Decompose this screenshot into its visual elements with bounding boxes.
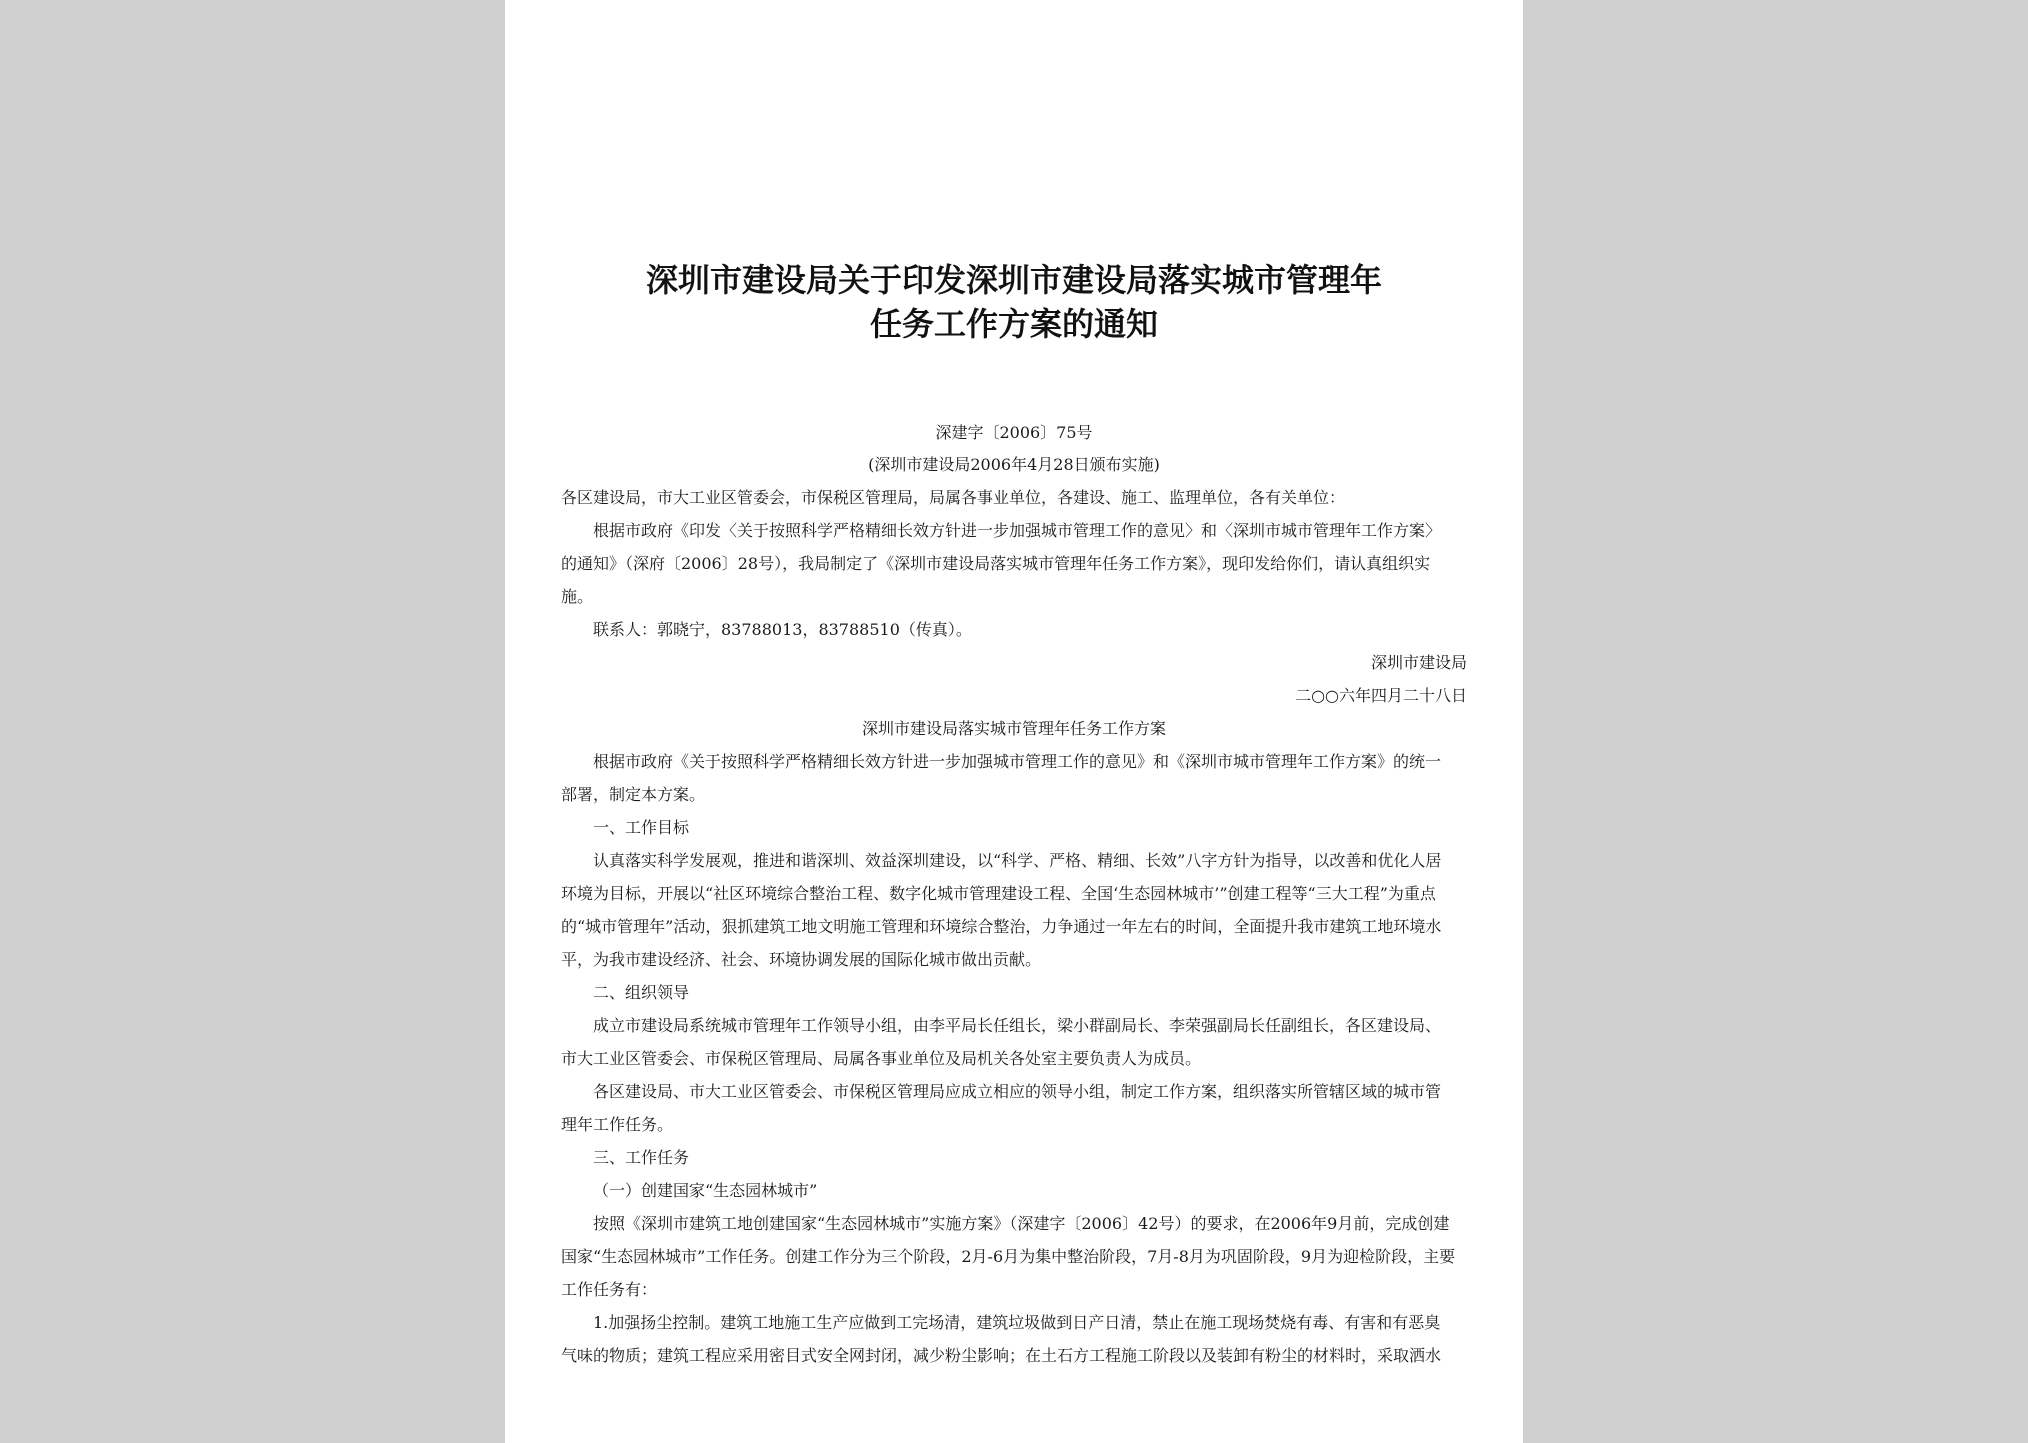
section-heading: 一、工作目标 <box>593 818 690 837</box>
body-text-line: 1.加强扬尘控制。建筑工地施工生产应做到工完场清，建筑垃圾做到日产日清，禁止在施工现场焚烧有毒、有害和有恶臭 <box>593 1313 1441 1332</box>
title-line-1: 深圳市建设局关于印发深圳市建设局落实城市管理年 <box>645 261 1382 299</box>
body-text-line: 根据市政府《关于按照科学严格精细长效方针进一步加强城市管理工作的意见》和《深圳市城市管理年工作方案》的统一 <box>593 752 1442 771</box>
document-number: 深建字〔2006〕75号 <box>935 423 1093 442</box>
section-heading: 三、工作任务 <box>593 1148 690 1167</box>
subsection-heading: （一）创建国家“生态园林城市” <box>593 1181 818 1200</box>
contact-line: 联系人：郭晓宁，83788013，83788510（传真）。 <box>593 620 972 639</box>
body-text-line: 部署，制定本方案。 <box>561 785 706 804</box>
title-line-2: 任务工作方案的通知 <box>869 305 1158 343</box>
section-heading: 二、组织领导 <box>593 983 690 1002</box>
document-page <box>505 0 1523 1443</box>
body-text-line: 气味的物质；建筑工程应采用密目式安全网封闭，减少粉尘影响；在土石方工程施工阶段以及装卸有粉尘的材料时，采取洒水 <box>561 1346 1442 1365</box>
issue-date: 二○○六年四月二十八日 <box>1295 686 1467 705</box>
document-title <box>505 258 1523 346</box>
body-text-line: 国家“生态园林城市”工作任务。创建工作分为三个阶段，2月-6月为集中整治阶段，7月-8月为巩固阶段，9月为迎检阶段，主要 <box>561 1247 1456 1266</box>
issue-note: (深圳市建设局2006年4月28日颁布实施) <box>868 455 1160 474</box>
body-text-line: 市大工业区管委会、市保税区管理局、局属各事业单位及局机关各处室主要负责人为成员。 <box>561 1049 1202 1068</box>
body-text-line: 施。 <box>561 587 594 606</box>
body-text-line: 理年工作任务。 <box>561 1115 674 1134</box>
body-text-line: 平，为我市建设经济、社会、环境协调发展的国际化城市做出贡献。 <box>561 950 1042 969</box>
addressee-line: 各区建设局，市大工业区管委会，市保税区管理局，局属各事业单位，各建设、施工、监理单位，各有关单位： <box>561 488 1346 507</box>
plan-title: 深圳市建设局落实城市管理年任务工作方案 <box>861 719 1166 738</box>
body-text-line: 各区建设局、市大工业区管委会、市保税区管理局应成立相应的领导小组，制定工作方案，组织落实所管辖区域的城市管 <box>593 1082 1442 1101</box>
body-text-line: 根据市政府《印发〈关于按照科学严格精细长效方针进一步加强城市管理工作的意见〉和〈深圳市城市管理年工作方案〉 <box>593 521 1442 540</box>
body-text-line: 按照《深圳市建筑工地创建国家“生态园林城市”实施方案》（深建字〔2006〕42号）的要求，在2006年9月前，完成创建 <box>593 1214 1450 1233</box>
issuer-signature: 深圳市建设局 <box>1370 653 1467 672</box>
body-text-line: 环境为目标，开展以“社区环境综合整治工程、数字化城市管理建设工程、全国‘生态园林城市’”创建工程等“三大工程”为重点 <box>561 884 1436 903</box>
body-text-line: 工作任务有： <box>561 1280 658 1299</box>
body-text-line: 的通知》（深府〔2006〕28号），我局制定了《深圳市建设局落实城市管理年任务工作方案》，现印发给你们，请认真组织实 <box>561 554 1431 573</box>
body-text-line: 认真落实科学发展观，推进和谐深圳、效益深圳建设，以“科学、严格、精细、长效”八字方针为指导，以改善和优化人居 <box>593 851 1442 870</box>
body-text-line: 的“城市管理年”活动，狠抓建筑工地文明施工管理和环境综合整治，力争通过一年左右的时间，全面提升我市建筑工地环境水 <box>561 917 1442 936</box>
body-text-line: 成立市建设局系统城市管理年工作领导小组，由李平局长任组长，梁小群副局长、李荣强副局长任副组长，各区建设局、 <box>593 1016 1442 1035</box>
